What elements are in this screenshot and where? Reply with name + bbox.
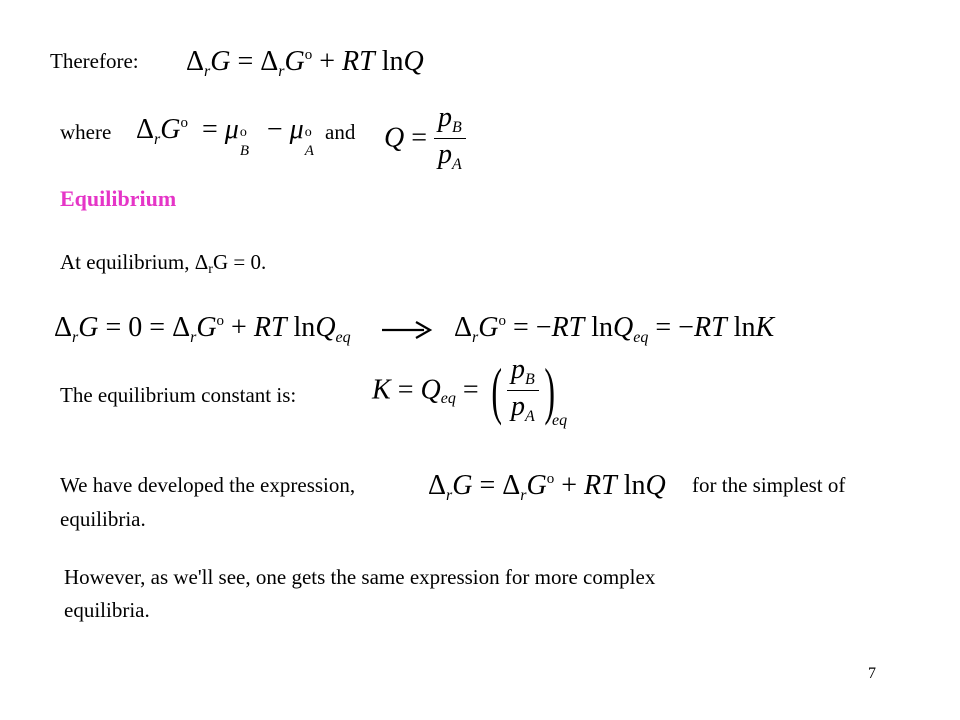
- section-heading: Equilibrium: [60, 186, 177, 211]
- equation-reaction-quotient: Q = $\frac{p_B}{p_A}$: [384, 104, 466, 173]
- therefore-label: Therefore:: [50, 49, 139, 73]
- equation-equilibrium-zero: $\Delta_rG = 0 = \Delta_rG^o$ + RT lnQ$_{eq}$: [54, 312, 351, 346]
- equation-reaction-gibbs-inline: $\Delta_rG = \Delta_rG^o$ + RT lnQ: [428, 470, 666, 504]
- however-line1: However, as we'll see, one gets the same expression for more complex: [64, 565, 656, 589]
- equilibrium-prefix: At equilibrium,: [60, 250, 195, 274]
- where-label: where: [60, 120, 112, 144]
- equilibrium-suffix: G = 0.: [212, 250, 267, 274]
- delta-symbol: Δ: [194, 250, 209, 274]
- and-label: and: [325, 120, 356, 144]
- constant-label: The equilibrium constant is:: [60, 383, 297, 407]
- equation-standard-gibbs-lnk: $\Delta_rG^o = -RT$ lnQ$_{eq}$ = −RT lnK: [454, 312, 775, 346]
- delta-subscript: r: [208, 262, 213, 277]
- equation-standard-gibbs: $\Delta_rG^o = \mu$ o B − μ o A: [136, 114, 314, 159]
- developed-text-suffix: for the simplest of: [692, 473, 846, 497]
- equation-equilibrium-constant: $K = Q_{eq}$ = ( $\frac{p_B}{p_A}$ )$_{eq}$: [372, 354, 568, 429]
- developed-text-prefix: We have developed the expression,: [60, 473, 356, 497]
- however-line2: equilibria.: [64, 598, 150, 622]
- equilibrium-condition: [60, 250, 266, 279]
- implies-arrow-icon: [380, 318, 434, 342]
- developed-text-line2: equilibria.: [60, 507, 146, 531]
- equation-reaction-gibbs: $\Delta_rG = \Delta_rG^o$ + RT lnQ: [186, 46, 424, 80]
- page-number: 7: [868, 665, 876, 682]
